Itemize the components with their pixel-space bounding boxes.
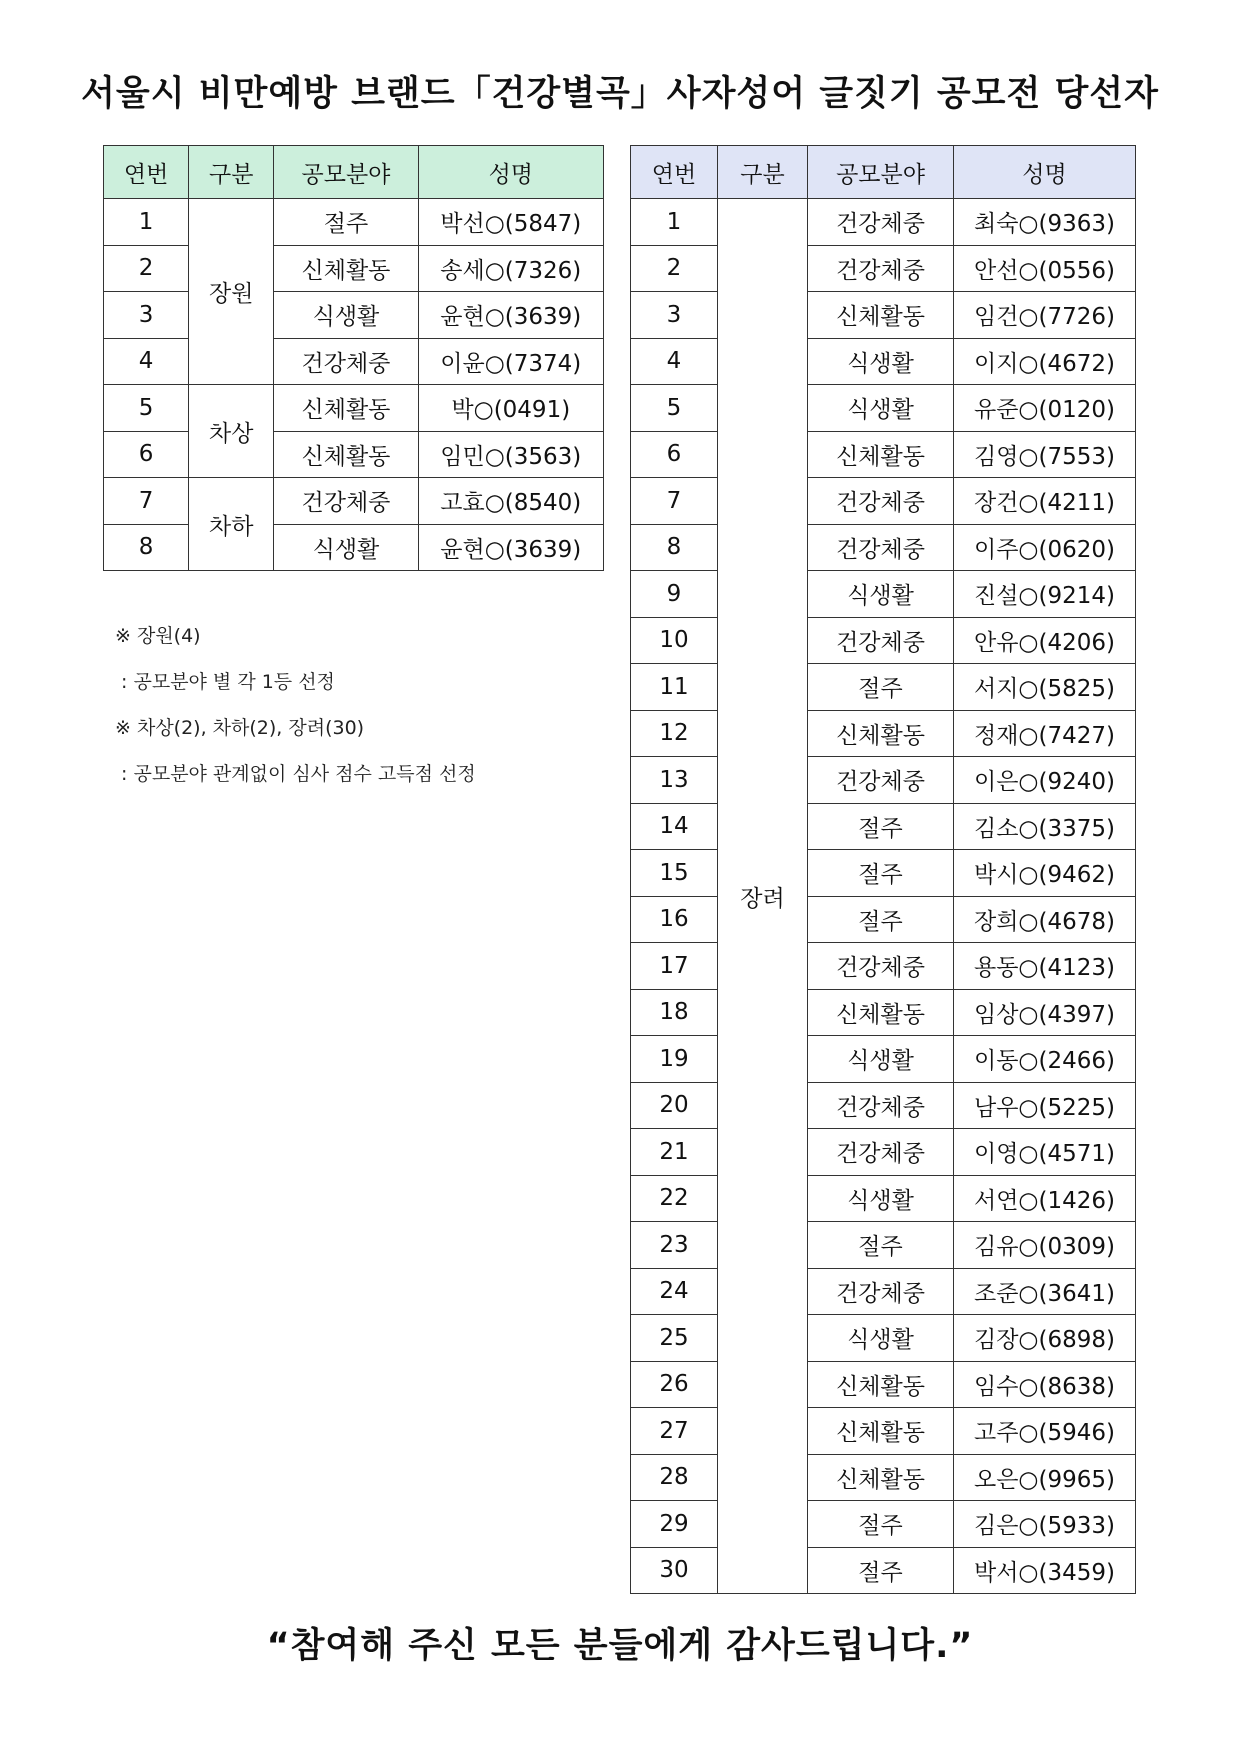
table-row — [104, 338, 604, 385]
row-number: 24 — [631, 1268, 718, 1315]
winners-table-left — [103, 145, 604, 571]
row-number: 19 — [631, 1036, 718, 1083]
row-field: 건강체중 — [808, 199, 954, 246]
row-field: 건강체중 — [808, 1268, 954, 1315]
table-row — [631, 896, 1136, 943]
table-row — [631, 385, 1136, 432]
row-field: 절주 — [274, 199, 418, 246]
row-name: 김소○(3375) — [954, 803, 1136, 850]
selection-notes — [115, 618, 476, 802]
row-name: 이지○(4672) — [954, 338, 1136, 385]
table-row — [631, 1175, 1136, 1222]
row-field: 절주 — [808, 1547, 954, 1594]
row-number: 8 — [104, 524, 189, 571]
header-field: 공모분야 — [808, 146, 954, 199]
row-name: 최숙○(9363) — [954, 199, 1136, 246]
row-number: 17 — [631, 943, 718, 990]
header-number: 연번 — [104, 146, 189, 199]
table-row — [104, 245, 604, 292]
row-name: 박선○(5847) — [418, 199, 603, 246]
table-row — [631, 989, 1136, 1036]
row-name: 임수○(8638) — [954, 1361, 1136, 1408]
header-field: 공모분야 — [274, 146, 418, 199]
row-field: 신체활동 — [274, 245, 418, 292]
table-row — [631, 338, 1136, 385]
row-name: 김장○(6898) — [954, 1315, 1136, 1362]
note-line: ※ 장원(4) — [115, 625, 201, 647]
row-name: 남우○(5225) — [954, 1082, 1136, 1129]
table-row — [631, 850, 1136, 897]
row-field: 절주 — [808, 803, 954, 850]
row-number: 6 — [631, 431, 718, 478]
row-field: 신체활동 — [808, 989, 954, 1036]
table-row — [631, 1408, 1136, 1455]
table-row — [631, 1222, 1136, 1269]
row-name: 임상○(4397) — [954, 989, 1136, 1036]
row-name: 송세○(7326) — [418, 245, 603, 292]
row-field: 절주 — [808, 850, 954, 897]
row-name: 유준○(0120) — [954, 385, 1136, 432]
row-name: 조준○(3641) — [954, 1268, 1136, 1315]
table-row — [631, 617, 1136, 664]
table-row — [631, 199, 1136, 246]
row-number: 5 — [104, 385, 189, 432]
row-name: 서지○(5825) — [954, 664, 1136, 711]
table-row — [631, 245, 1136, 292]
table-row — [104, 478, 604, 525]
row-number: 4 — [631, 338, 718, 385]
row-name: 이영○(4571) — [954, 1129, 1136, 1176]
row-field: 절주 — [808, 1222, 954, 1269]
row-number: 12 — [631, 710, 718, 757]
closing-message: “참여해 주신 모든 분들에게 감사드립니다.” — [266, 1626, 974, 1666]
row-number: 27 — [631, 1408, 718, 1455]
row-number: 4 — [104, 338, 189, 385]
row-name: 장희○(4678) — [954, 896, 1136, 943]
row-field: 신체활동 — [808, 1408, 954, 1455]
table-row — [631, 478, 1136, 525]
row-name: 이동○(2466) — [954, 1036, 1136, 1083]
row-number: 11 — [631, 664, 718, 711]
row-name: 오은○(9965) — [954, 1454, 1136, 1501]
table-row — [631, 1082, 1136, 1129]
row-field: 식생활 — [274, 292, 418, 339]
row-field: 건강체중 — [808, 757, 954, 804]
row-name: 김은○(5933) — [954, 1501, 1136, 1548]
row-name: 임민○(3563) — [418, 431, 603, 478]
row-field: 신체활동 — [808, 431, 954, 478]
row-name: 서연○(1426) — [954, 1175, 1136, 1222]
row-field: 건강체중 — [808, 943, 954, 990]
header-category: 구분 — [189, 146, 274, 199]
row-number: 9 — [631, 571, 718, 618]
row-number: 25 — [631, 1315, 718, 1362]
header-name: 성명 — [418, 146, 603, 199]
row-number: 18 — [631, 989, 718, 1036]
row-name: 이윤○(7374) — [418, 338, 603, 385]
row-name: 안유○(4206) — [954, 617, 1136, 664]
row-category: 장려 — [718, 199, 808, 1594]
row-name: 임건○(7726) — [954, 292, 1136, 339]
table-row — [631, 431, 1136, 478]
table-row — [631, 803, 1136, 850]
note-line: ※ 차상(2), 차하(2), 장려(30) — [115, 717, 365, 739]
row-field: 건강체중 — [274, 338, 418, 385]
row-field: 신체활동 — [274, 385, 418, 432]
row-category: 차하 — [189, 478, 274, 571]
row-number: 21 — [631, 1129, 718, 1176]
row-number: 30 — [631, 1547, 718, 1594]
row-name: 고효○(8540) — [418, 478, 603, 525]
row-field: 절주 — [808, 664, 954, 711]
row-field: 신체활동 — [274, 431, 418, 478]
row-name: 김영○(7553) — [954, 431, 1136, 478]
table-header-row — [104, 146, 604, 199]
row-field: 식생활 — [808, 1315, 954, 1362]
table-row — [631, 1036, 1136, 1083]
row-category: 장원 — [189, 199, 274, 385]
table-row — [631, 524, 1136, 571]
row-field: 식생활 — [274, 524, 418, 571]
row-number: 3 — [104, 292, 189, 339]
table-row — [104, 199, 604, 246]
row-field: 신체활동 — [808, 1361, 954, 1408]
row-name: 윤현○(3639) — [418, 524, 603, 571]
table-row — [104, 385, 604, 432]
note-line: : 공모분야 관계없이 심사 점수 고득점 선정 — [115, 763, 476, 785]
row-name: 이주○(0620) — [954, 524, 1136, 571]
row-field: 신체활동 — [808, 292, 954, 339]
note-line: : 공모분야 별 각 1등 선정 — [115, 671, 335, 693]
table-row — [631, 1315, 1136, 1362]
row-number: 1 — [631, 199, 718, 246]
row-number: 8 — [631, 524, 718, 571]
row-name: 장건○(4211) — [954, 478, 1136, 525]
row-field: 건강체중 — [808, 524, 954, 571]
row-name: 진설○(9214) — [954, 571, 1136, 618]
row-number: 5 — [631, 385, 718, 432]
table-row — [631, 1454, 1136, 1501]
row-number: 20 — [631, 1082, 718, 1129]
row-number: 6 — [104, 431, 189, 478]
row-field: 건강체중 — [808, 617, 954, 664]
row-field: 건강체중 — [808, 245, 954, 292]
row-number: 14 — [631, 803, 718, 850]
row-field: 신체활동 — [808, 710, 954, 757]
row-number: 13 — [631, 757, 718, 804]
row-name: 정재○(7427) — [954, 710, 1136, 757]
row-name: 고주○(5946) — [954, 1408, 1136, 1455]
table-row — [104, 524, 604, 571]
table-row — [631, 292, 1136, 339]
table-row — [104, 292, 604, 339]
row-number: 16 — [631, 896, 718, 943]
table-row — [631, 571, 1136, 618]
row-number: 23 — [631, 1222, 718, 1269]
row-number: 15 — [631, 850, 718, 897]
table-row — [631, 664, 1136, 711]
table-row — [631, 1268, 1136, 1315]
header-name: 성명 — [954, 146, 1136, 199]
table-row — [104, 431, 604, 478]
row-name: 윤현○(3639) — [418, 292, 603, 339]
row-name: 이은○(9240) — [954, 757, 1136, 804]
row-field: 식생활 — [808, 338, 954, 385]
row-name: 박시○(9462) — [954, 850, 1136, 897]
row-field: 건강체중 — [274, 478, 418, 525]
row-name: 안선○(0556) — [954, 245, 1136, 292]
row-number: 22 — [631, 1175, 718, 1222]
row-name: 박○(0491) — [418, 385, 603, 432]
table-row — [631, 710, 1136, 757]
row-field: 식생활 — [808, 1036, 954, 1083]
row-name: 용동○(4123) — [954, 943, 1136, 990]
row-field: 신체활동 — [808, 1454, 954, 1501]
row-field: 식생활 — [808, 385, 954, 432]
row-number: 2 — [104, 245, 189, 292]
row-name: 김유○(0309) — [954, 1222, 1136, 1269]
table-header-row — [631, 146, 1136, 199]
page-title: 서울시 비만예방 브랜드「건강별곡」사자성어 글짓기 공모전 당선자 — [81, 74, 1159, 114]
table-row — [631, 943, 1136, 990]
header-number: 연번 — [631, 146, 718, 199]
table-row — [631, 757, 1136, 804]
row-field: 건강체중 — [808, 1082, 954, 1129]
row-name: 박서○(3459) — [954, 1547, 1136, 1594]
table-row — [631, 1501, 1136, 1548]
row-number: 3 — [631, 292, 718, 339]
table-row — [631, 1547, 1136, 1594]
row-number: 1 — [104, 199, 189, 246]
header-category: 구분 — [718, 146, 808, 199]
row-number: 26 — [631, 1361, 718, 1408]
row-field: 식생활 — [808, 1175, 954, 1222]
row-number: 2 — [631, 245, 718, 292]
row-field: 식생활 — [808, 571, 954, 618]
winners-table-right — [630, 145, 1136, 1594]
row-number: 28 — [631, 1454, 718, 1501]
row-number: 10 — [631, 617, 718, 664]
row-field: 건강체중 — [808, 1129, 954, 1176]
row-number: 7 — [104, 478, 189, 525]
row-field: 절주 — [808, 896, 954, 943]
table-row — [631, 1129, 1136, 1176]
row-field: 건강체중 — [808, 478, 954, 525]
row-number: 7 — [631, 478, 718, 525]
row-category: 차상 — [189, 385, 274, 478]
row-field: 절주 — [808, 1501, 954, 1548]
table-row — [631, 1361, 1136, 1408]
row-number: 29 — [631, 1501, 718, 1548]
